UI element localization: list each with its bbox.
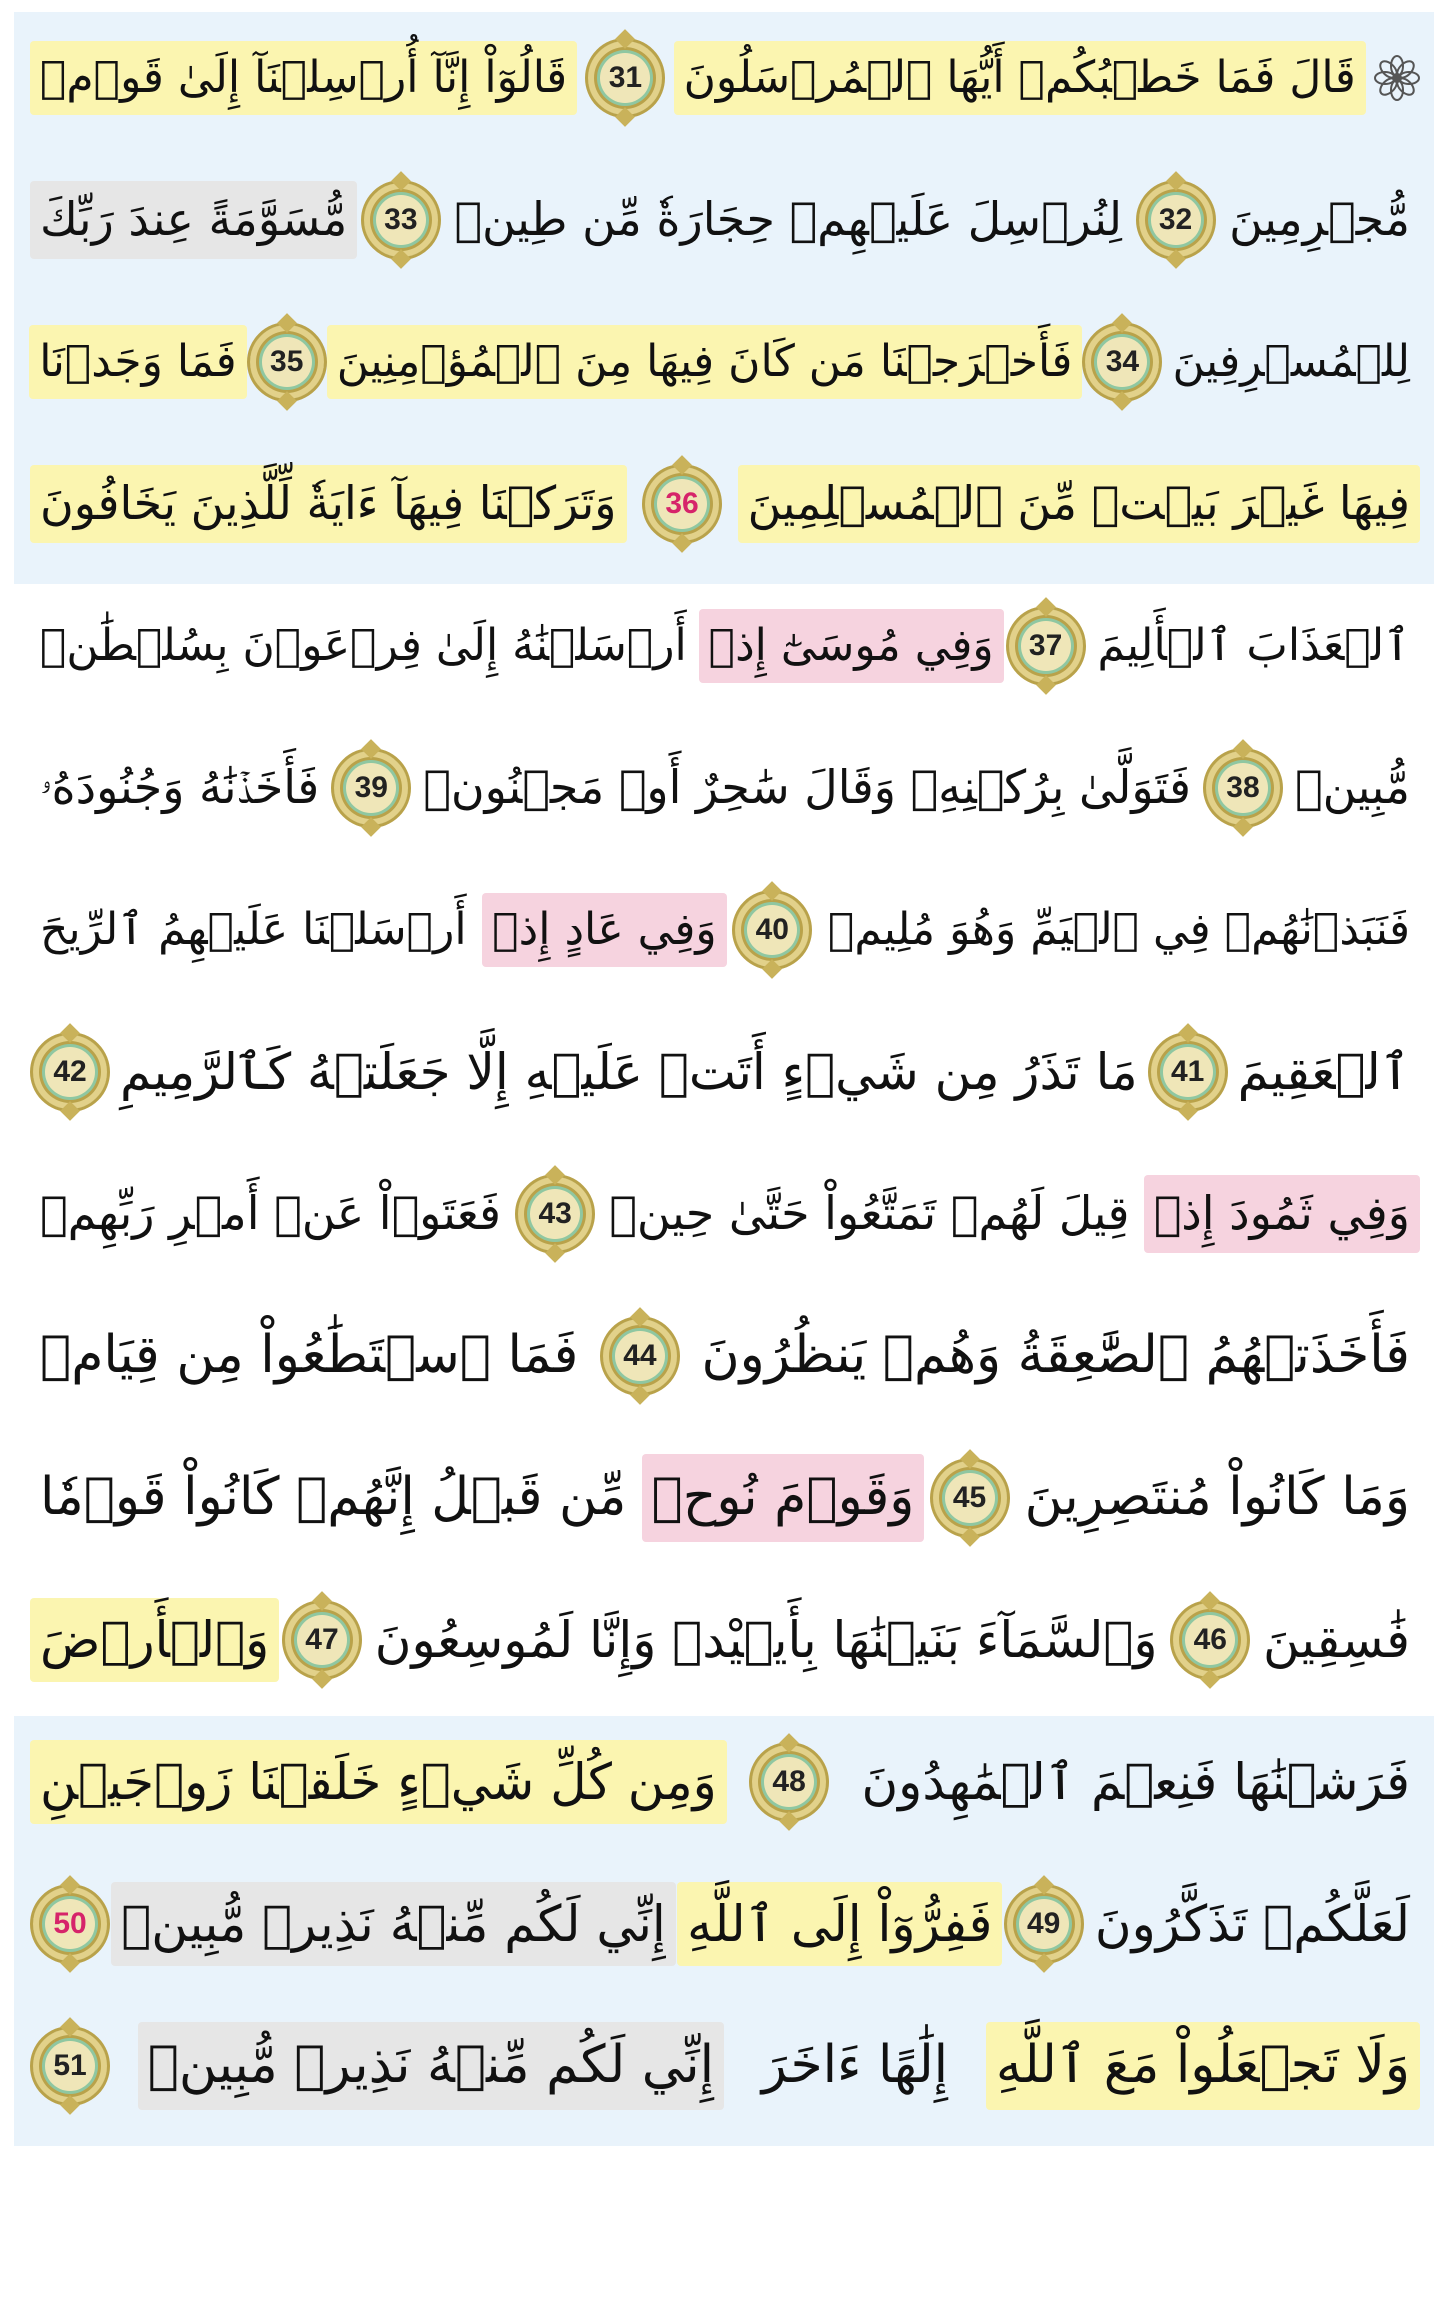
verse-text: أَرۡسَلۡنَا عَلَيۡهِمُ ٱلرِّيحَ — [40, 903, 467, 955]
verse-text: قِيلَ لَهُمۡ تَمَتَّعُواْ حَتَّىٰ حِينٖ — [609, 1186, 1130, 1241]
highlighted-verse-text: إِنِّي لَكُم مِّنۡهُ نَذِيرٞ مُّبِينٞ — [111, 1882, 676, 1966]
ayah-number: 50 — [53, 1907, 87, 1940]
verse-text: فَتَوَلَّىٰ بِرُكۡنِهِۦ وَقَالَ سَٰحِرٌ أَوۡ مَجۡنُونٞ — [423, 760, 1191, 815]
ayah-end-marker — [732, 890, 812, 970]
ayah-end-marker — [749, 1742, 829, 1822]
verse-line — [30, 1722, 1420, 1842]
verse-text: فَرَشۡنَٰهَا فَنِعۡمَ ٱلۡمَٰهِدُونَ — [861, 1753, 1410, 1811]
highlighted-verse-text: وَٱلۡأَرۡضَ — [30, 1598, 279, 1682]
ayah-number: 47 — [305, 1623, 339, 1656]
ayah-end-marker — [1148, 1032, 1228, 1112]
ayah-end-marker — [30, 1032, 110, 1112]
verse-text: ٱلۡعَقِيمَ — [1237, 1043, 1410, 1101]
ayah-end-marker — [1170, 1600, 1250, 1680]
ayah-number: 32 — [1158, 203, 1193, 236]
ayah-number: 41 — [1170, 1055, 1205, 1088]
ayah-number: 49 — [1026, 1907, 1061, 1940]
highlighted-verse-text: فِيهَا غَيۡرَ بَيۡتٖ مِّنَ ٱلۡمُسۡلِمِينَ — [738, 465, 1420, 543]
ayah-end-marker — [600, 1316, 680, 1396]
ayah-number: 39 — [354, 771, 388, 804]
highlighted-verse-text: مُّسَوَّمَةً عِندَ رَبِّكَ — [30, 181, 357, 259]
ayah-number: 48 — [772, 1765, 806, 1798]
highlighted-verse-text: وَفِي ثَمُودَ إِذۡ — [1144, 1175, 1420, 1253]
highlighted-verse-text: وَتَرَكۡنَا فِيهَآ ءَايَةٗ لِّلَّذِينَ يَخَافُونَ — [30, 465, 627, 543]
verse-text: وَٱلسَّمَآءَ بَنَيۡنَٰهَا بِأَيۡيْدٖ وَإِنَّا لَمُوسِعُونَ — [374, 1611, 1158, 1669]
ayah-end-marker — [930, 1458, 1010, 1538]
ayah-end-marker — [282, 1600, 362, 1680]
ayah-end-marker — [30, 1884, 110, 1964]
verse-text: فَعَتَوۡاْ عَنۡ أَمۡرِ رَبِّهِمۡ — [40, 1186, 502, 1241]
ayah-number: 36 — [665, 487, 699, 520]
ayah-end-marker — [642, 464, 722, 544]
ayah-number: 31 — [608, 61, 643, 94]
verse-text: لِنُرۡسِلَ عَلَيۡهِمۡ حِجَارَةٗ مِّن طِينٖ — [454, 192, 1122, 247]
ayah-number: 44 — [623, 1339, 657, 1372]
verse-line — [30, 1864, 1420, 1984]
verse-text: إِلَٰهًا ءَاخَرَ — [761, 2035, 949, 2096]
verse-text: مُّجۡرِمِينَ — [1229, 192, 1410, 247]
verse-line — [30, 1580, 1420, 1700]
ayah-end-marker — [1082, 322, 1162, 402]
verse-line — [30, 1438, 1420, 1558]
ayah-number: 43 — [538, 1197, 572, 1230]
verse-line — [30, 160, 1420, 280]
verse-text: مَا تَذَرُ مِن شَيۡءٍ أَتَتۡ عَلَيۡهِ إِلَّا جَعَلَتۡهُ كَٱلرَّمِيمِ — [120, 1043, 1138, 1101]
highlighted-verse-text: قَالَ فَمَا خَطۡبُكُمۡ أَيُّهَا ٱلۡمُرۡسَلُونَ — [674, 41, 1366, 115]
ayah-end-marker — [515, 1174, 595, 1254]
ayah-end-marker — [331, 748, 411, 828]
verse-text: مُّبِينٖ — [1294, 760, 1410, 815]
verse-line — [30, 1012, 1420, 1132]
ayah-number: 46 — [1193, 1623, 1227, 1656]
ayah-end-marker — [1006, 606, 1086, 686]
rub-el-hizb-icon — [1374, 55, 1420, 101]
verse-line — [30, 2006, 1420, 2126]
highlighted-verse-text: وَمِن كُلِّ شَيۡءٍ خَلَقۡنَا زَوۡجَيۡنِ — [30, 1740, 727, 1824]
ayah-end-marker — [585, 38, 665, 118]
ayah-end-marker — [247, 322, 327, 402]
verse-line — [30, 586, 1420, 706]
verse-text: أَرۡسَلۡنَٰهُ إِلَىٰ فِرۡعَوۡنَ بِسُلۡطَٰنٖ — [40, 619, 687, 671]
ayah-number: 37 — [1028, 629, 1063, 662]
ayah-end-marker — [1203, 748, 1283, 828]
ayah-number: 33 — [384, 203, 418, 236]
verse-text: فَأَخَذَتۡهُمُ ٱلصَّٰعِقَةُ وَهُمۡ يَنظُرُونَ — [701, 1325, 1410, 1386]
ayah-number: 45 — [952, 1481, 987, 1514]
verse-text: لَعَلَّكُمۡ تَذَكَّرُونَ — [1094, 1895, 1410, 1953]
verse-line — [30, 870, 1420, 990]
verse-text: فَنَبَذۡنَٰهُمۡ فِي ٱلۡيَمِّ وَهُوَ مُلِيمٞ — [827, 903, 1410, 955]
verse-line — [30, 444, 1420, 564]
ayah-number: 35 — [270, 345, 304, 378]
highlighted-verse-text: وَفِي عَادٍ إِذۡ — [482, 893, 726, 967]
highlighted-verse-text: قَالُوٓاْ إِنَّآ أُرۡسِلۡنَآ إِلَىٰ قَوۡمٖ — [30, 41, 577, 115]
verse-text: مِّن قَبۡلُ إِنَّهُمۡ كَانُواْ قَوۡمٗا — [40, 1467, 627, 1528]
verse-line — [30, 302, 1420, 422]
highlighted-verse-text: فَفِرُّوٓاْ إِلَى ٱللَّهِ — [677, 1882, 1002, 1966]
ayah-end-marker — [1136, 180, 1216, 260]
ayah-number: 42 — [53, 1055, 87, 1088]
ayah-number: 40 — [755, 913, 789, 946]
verse-text: فَأَخَذۡنَٰهُ وَجُنُودَهُۥ — [40, 760, 320, 815]
verse-text: فَٰسِقِينَ — [1263, 1611, 1410, 1669]
verse-text: لِلۡمُسۡرِفِينَ — [1172, 335, 1410, 387]
verse-line — [30, 728, 1420, 848]
verse-line — [30, 1154, 1420, 1274]
highlighted-verse-text: وَقَوۡمَ نُوحٖ — [642, 1454, 925, 1541]
highlighted-verse-text: إِنِّي لَكُم مِّنۡهُ نَذِيرٞ مُّبِينٞ — [138, 2022, 724, 2109]
ayah-end-marker — [1004, 1884, 1084, 1964]
verse-line — [30, 1296, 1420, 1416]
highlighted-verse-text: فَأَخۡرَجۡنَا مَن كَانَ فِيهَا مِنَ ٱلۡمُؤۡمِنِينَ — [327, 325, 1083, 399]
ayah-number: 51 — [53, 2049, 87, 2082]
verse-text: فَمَا ٱسۡتَطَٰعُواْ مِن قِيَامٖ — [40, 1325, 579, 1386]
ayah-number: 34 — [1105, 345, 1140, 378]
verse-text: ٱلۡعَذَابَ ٱلۡأَلِيمَ — [1097, 619, 1410, 671]
highlighted-verse-text: فَمَا وَجَدۡنَا — [29, 325, 246, 399]
ayah-end-marker — [361, 180, 441, 260]
ayah-number: 38 — [1226, 771, 1260, 804]
highlighted-verse-text: وَفِي مُوسَىٰٓ إِذۡ — [699, 609, 1004, 683]
verse-line — [30, 18, 1420, 138]
highlighted-verse-text: وَلَا تَجۡعَلُواْ مَعَ ٱللَّهِ — [986, 2022, 1420, 2109]
ayah-end-marker — [30, 2026, 110, 2106]
verse-text: وَمَا كَانُواْ مُنتَصِرِينَ — [1024, 1467, 1410, 1528]
